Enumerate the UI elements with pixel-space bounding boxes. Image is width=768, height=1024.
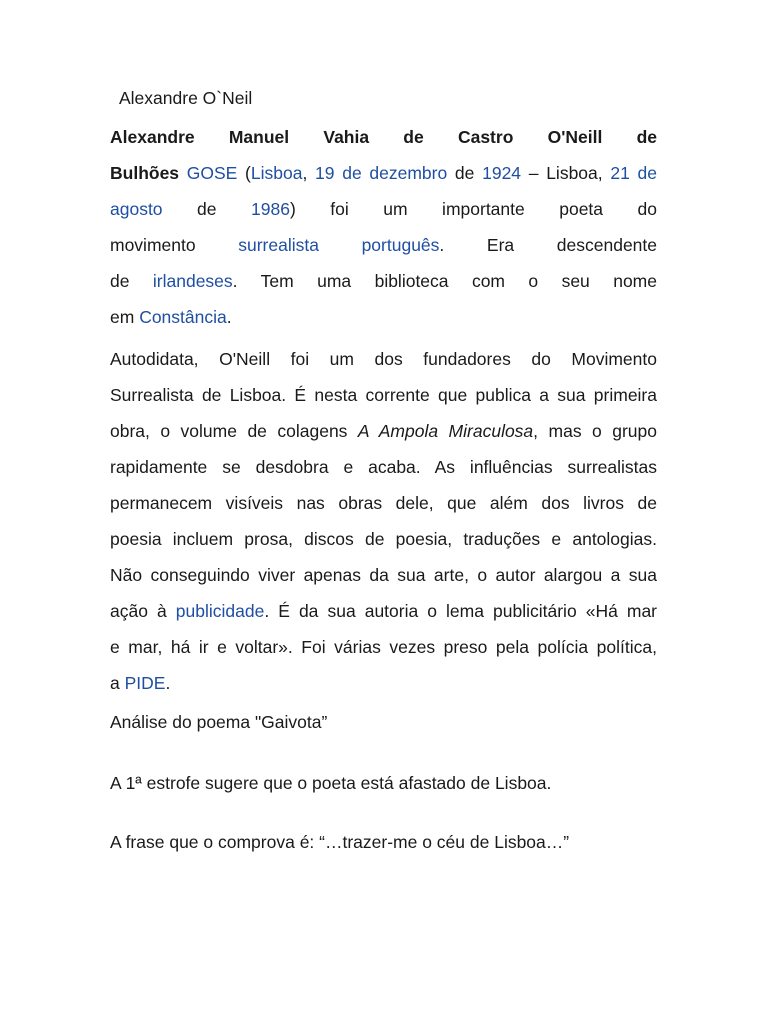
text-fragment: de: [110, 271, 153, 291]
death-month-link[interactable]: agosto: [110, 199, 163, 219]
pide-link[interactable]: PIDE: [124, 673, 166, 693]
bio-line-3: [110, 191, 657, 227]
death-year-link[interactable]: 1986: [251, 199, 290, 219]
birth-year-link[interactable]: 1924: [482, 163, 522, 183]
full-name-end: Bulhões: [110, 163, 180, 183]
bio-line-6: [110, 299, 657, 335]
career-line-2: Surrealista de Lisboa. É nesta corrente que publica a sua primeira: [110, 385, 657, 405]
career-line-3: [110, 413, 657, 449]
lisboa-link[interactable]: Lisboa: [250, 163, 303, 183]
analysis-heading: Análise do poema "Gaivota”: [110, 712, 328, 732]
death-day-link[interactable]: 21 de: [610, 163, 657, 183]
text-fragment: . Era descendente: [439, 235, 658, 255]
document-title: Alexandre O`Neil: [119, 88, 253, 108]
text-fragment: , mas o grupo: [533, 421, 657, 441]
text-fragment: (: [237, 163, 251, 183]
irish-link[interactable]: irlandeses: [152, 271, 233, 291]
text-fragment: de: [162, 199, 252, 219]
text-fragment: . É da sua autoria o lema publicitário «Há mar: [264, 601, 658, 621]
stanza-note: A 1ª estrofe sugere que o poeta está afastado de Lisboa.: [110, 773, 552, 793]
text-fragment: – Lisboa,: [521, 163, 611, 183]
text-fragment: .: [165, 673, 171, 693]
career-line-10: [110, 665, 657, 701]
career-line-6: poesia incluem prosa, discos de poesia, traduções e antologias.: [110, 529, 657, 549]
career-line-1: Autodidata, O'Neill foi um dos fundadores do Movimento: [110, 349, 657, 369]
bio-line-5: [110, 263, 657, 299]
advertising-link[interactable]: publicidade: [175, 601, 265, 621]
text-fragment: ) foi um importante poeta do: [289, 199, 657, 219]
biography-paragraph: [110, 119, 657, 335]
text-fragment: em: [110, 307, 140, 327]
birth-date-link[interactable]: 19 de dezembro: [315, 163, 448, 183]
career-line-9: e mar, há ir e voltar». Foi várias vezes preso pela polícia política,: [110, 637, 657, 657]
career-line-7: Não conseguindo viver apenas da sua arte, o autor alargou a sua: [110, 565, 657, 585]
text-fragment: a: [110, 673, 125, 693]
full-name: Alexandre Manuel Vahia de Castro O'Neill de: [110, 127, 657, 147]
career-line-8: [110, 593, 657, 629]
quote-line: A frase que o comprova é: “…trazer-me o céu de Lisboa…”: [110, 832, 570, 852]
bio-line-4: [110, 227, 657, 263]
text-fragment: obra, o volume de colagens: [110, 421, 358, 441]
text-fragment: movimento: [110, 235, 239, 255]
book-title: A Ampola Miraculosa: [357, 421, 534, 441]
constancia-link[interactable]: Constância: [139, 307, 227, 327]
bio-line-1: [110, 119, 657, 155]
text-fragment: de: [447, 163, 483, 183]
text-fragment: ação à: [110, 601, 176, 621]
text-fragment: . Tem uma biblioteca com o seu nome: [232, 271, 657, 291]
text-fragment: ,: [302, 163, 316, 183]
career-paragraph: [110, 341, 657, 701]
bio-line-2: [110, 155, 657, 191]
surrealism-link[interactable]: surrealista português: [238, 235, 440, 255]
career-line-5: permanecem visíveis nas obras dele, que além dos livros de: [110, 493, 657, 513]
text-fragment: .: [226, 307, 232, 327]
career-line-4: rapidamente se desdobra e acaba. As influências surrealistas: [110, 457, 657, 477]
gose-link[interactable]: GOSE: [186, 163, 238, 183]
